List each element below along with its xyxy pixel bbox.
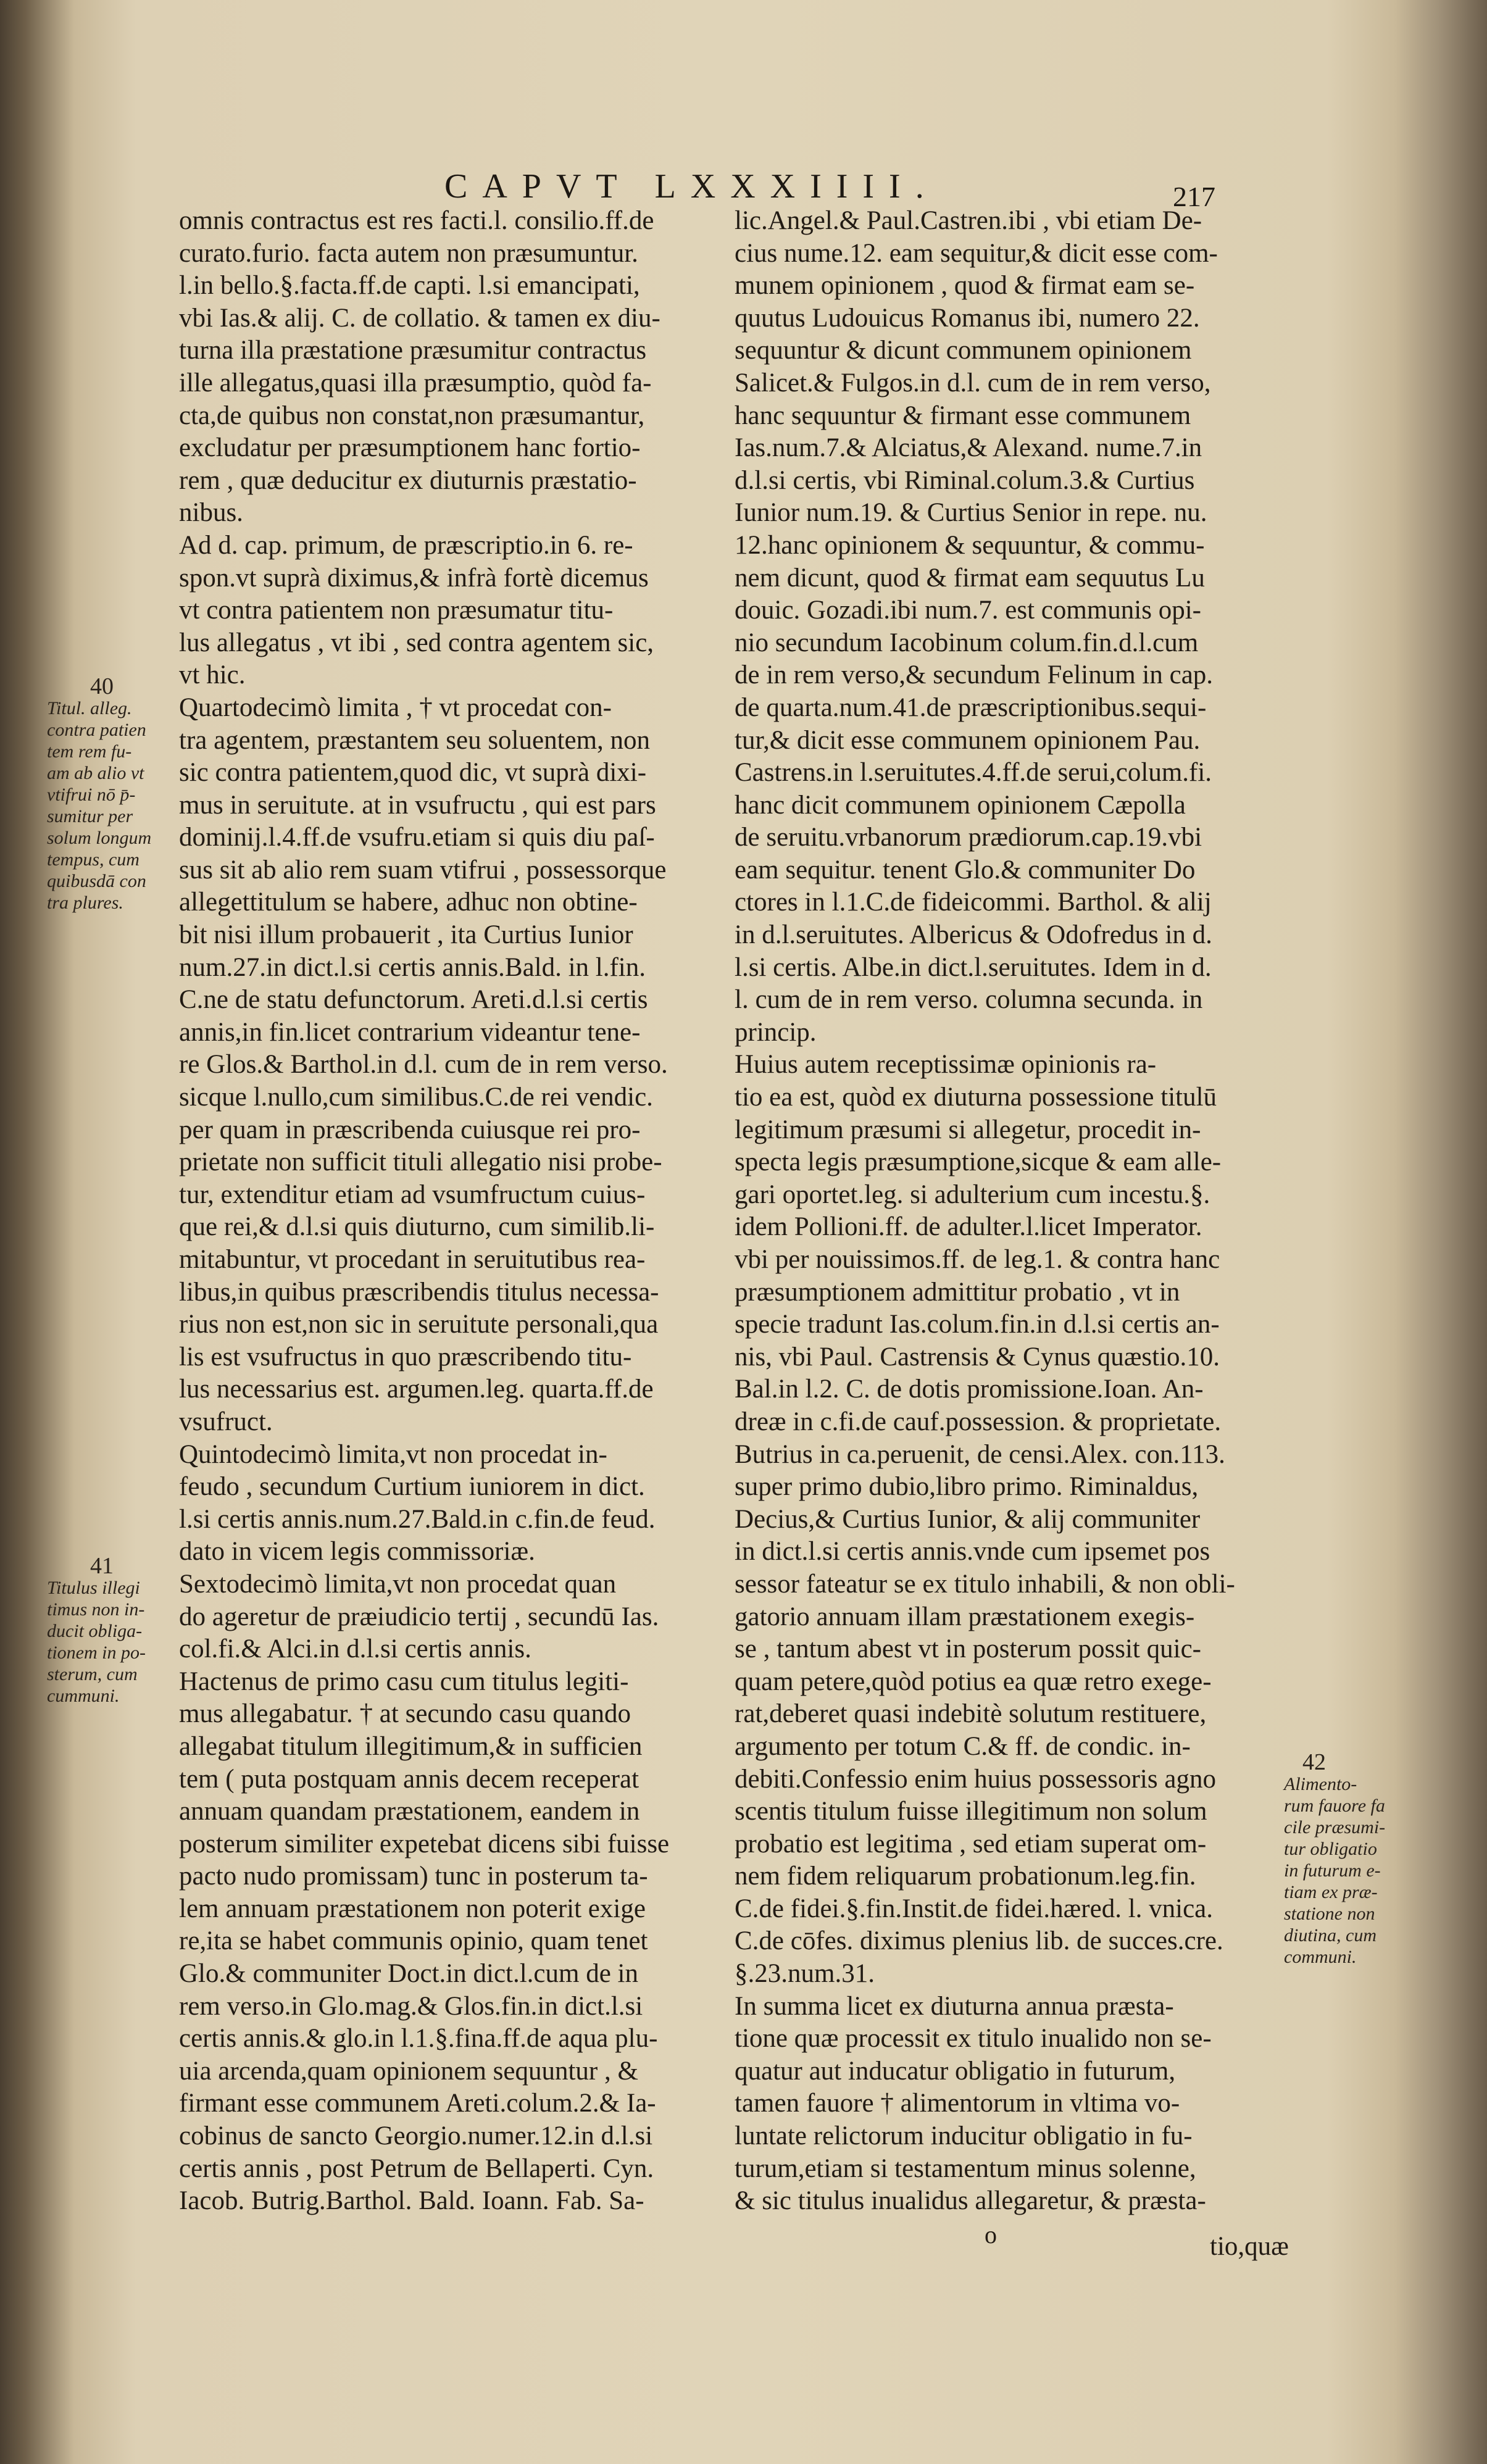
text-line: annis,in fin.licet contrarium videantur tene- — [179, 1017, 641, 1047]
text-line: de in rem verso,& secundum Felinum in cap. — [735, 660, 1214, 690]
text-line: sic contra patientem,quod dic, vt suprà dixi- — [179, 758, 647, 788]
text-line: dato in vicem legis commissoriæ. — [179, 1537, 535, 1567]
text-line: feudo , secundum Curtium iuniorem in dict. — [179, 1472, 645, 1502]
margin-note-line: statione non — [1284, 1904, 1375, 1924]
text-line: se , tantum abest vt in posterum possit quic- — [735, 1634, 1201, 1664]
margin-note-line: tra plures. — [47, 893, 123, 913]
margin-note-line: ducit obliga- — [47, 1621, 143, 1641]
text-line: l.si certis. Albe.in dict.l.seruitutes. Idem in d. — [735, 952, 1212, 982]
text-line: vbi per nouissimos.ff. de leg.1. & contra hanc — [735, 1245, 1220, 1274]
margin-note-line: quibusdā con — [47, 871, 146, 891]
text-line: hanc dicit communem opinionem Cæpolla — [735, 790, 1186, 820]
text-line: Salicet.& Fulgos.in d.l. cum de in rem verso, — [735, 368, 1211, 397]
text-line: vsufruct. — [179, 1407, 273, 1436]
margin-note-line: diutina, cum — [1284, 1925, 1377, 1946]
text-line: quutus Ludouicus Romanus ibi, numero 22. — [735, 303, 1200, 333]
text-line: Ias.num.7.& Alciatus,& Alexand. nume.7.in — [735, 433, 1202, 463]
margin-note-42 — [1284, 1749, 1386, 1968]
text-line: præsumptionem admittitur probatio , vt in — [735, 1277, 1180, 1307]
text-line: lic.Angel.& Paul.Castren.ibi , vbi etiam De- — [735, 206, 1202, 235]
text-line: 12.hanc opinionem & sequuntur, & commu- — [735, 530, 1205, 560]
text-line: lem annuam præstationem non poterit exige — [179, 1894, 646, 1923]
margin-note-41 — [47, 1555, 146, 1707]
margin-note-line: sumitur per — [47, 806, 133, 826]
catchword: tio,quæ — [1210, 2232, 1289, 2261]
margin-note-line: tem rem fu- — [47, 741, 132, 762]
text-line: nem fidem reliquarum probationum.leg.fin. — [735, 1862, 1196, 1891]
text-line: sessor fateatur se ex titulo inhabili, & non obli- — [735, 1569, 1235, 1599]
text-line: super primo dubio,libro primo. Riminaldus, — [735, 1472, 1199, 1502]
text-line: lus allegatus , vt ibi , sed contra agentem sic, — [179, 628, 654, 657]
text-line: C.de cōfes. diximus plenius lib. de succes.cre. — [735, 1926, 1223, 1956]
margin-note-line: communi. — [1284, 1947, 1357, 1967]
text-line: l.in bello.§.facta.ff.de capti. l.si emancipati, — [179, 271, 640, 301]
margin-note-line: am ab alio vt — [47, 763, 144, 783]
text-line: tur,& dicit esse communem opinionem Pau. — [735, 725, 1201, 755]
text-line: re Glos.& Barthol.in d.l. cum de in rem verso. — [179, 1050, 668, 1080]
margin-note-line: tur obligatio — [1284, 1839, 1377, 1859]
margin-note-line: Titulus illegi — [47, 1578, 140, 1598]
text-line: probatio est legitima , sed etiam superat om- — [735, 1829, 1207, 1858]
text-line: libus,in quibus præscribendis titulus necessa- — [179, 1277, 659, 1307]
margin-note-line: cile præsumi- — [1284, 1817, 1386, 1838]
margin-note-line: tionem in po- — [47, 1642, 146, 1663]
text-line: nio secundum Iacobinum colum.fin.d.l.cum — [735, 628, 1199, 657]
text-line: nem dicunt, quod & firmat eam sequutus Lu — [735, 563, 1205, 593]
text-line: scentis titulum fuisse illegitimum non solum — [735, 1797, 1207, 1826]
text-line: debiti.Confessio enim huius possessoris agno — [735, 1764, 1216, 1794]
text-line: §.23.num.31. — [735, 1959, 875, 1989]
text-line: luntate relictorum inducitur obligatio in fu- — [735, 2121, 1193, 2151]
text-line: dreæ in c.fi.de cauf.possession. & proprietate. — [735, 1407, 1222, 1436]
text-line: Sextodecimò limita,vt non procedat quan — [179, 1569, 617, 1599]
margin-note-number: 40 — [90, 673, 114, 699]
text-line: cta,de quibus non constat,non præsumantur, — [179, 401, 645, 430]
text-line: allegabat titulum illegitimum,& in sufficien — [179, 1731, 643, 1761]
text-line: sicque l.nullo,cum similibus.C.de rei vendic. — [179, 1083, 653, 1112]
margin-note-line: timus non in- — [47, 1599, 145, 1620]
text-line: hanc sequuntur & firmant esse communem — [735, 401, 1191, 430]
text-line: vbi Ias.& alij. C. de collatio. & tamen ex diu- — [179, 303, 660, 333]
text-line: legitimum præsumi si allegetur, procedit in- — [735, 1115, 1201, 1144]
text-line: gatorio annuam illam præstationem exegis- — [735, 1602, 1195, 1631]
text-line: num.27.in dict.l.si certis annis.Bald. in l.fin. — [179, 952, 646, 982]
margin-note-line: tiam ex præ- — [1284, 1882, 1378, 1902]
text-line: curato.furio. facta autem non præsumuntur. — [179, 238, 638, 268]
text-line: excludatur per præsumptionem hanc fortio- — [179, 433, 641, 463]
text-line: douic. Gozadi.ibi num.7. est communis opi- — [735, 596, 1201, 625]
text-line: vt hic. — [179, 660, 246, 690]
margin-note-line: tempus, cum — [47, 849, 140, 870]
text-line: sus sit ab alio rem suam vtifrui , possessorque — [179, 855, 667, 884]
signature-mark: o — [985, 2221, 997, 2249]
margin-note-line: cummuni. — [47, 1686, 120, 1706]
margin-note-number: 42 — [1302, 1749, 1326, 1775]
text-line: Quintodecimò limita,vt non procedat in- — [179, 1439, 607, 1469]
text-line: rius non est,non sic in seruitute personali,qua — [179, 1310, 659, 1339]
text-line: cius nume.12. eam sequitur,& dicit esse com- — [735, 238, 1218, 268]
text-line: rem verso.in Glo.mag.& Glos.fin.in dict.l.si — [179, 1991, 643, 2021]
right-text-column — [735, 205, 1278, 2218]
text-line: de seruitu.vrbanorum prædiorum.cap.19.vbi — [735, 823, 1202, 852]
text-line: Quartodecimò limita , † vt procedat con- — [179, 693, 612, 722]
text-line: uia arcenda,quam opinionem sequuntur , & — [179, 2056, 638, 2086]
text-line: argumento per totum C.& ff. de condic. in- — [735, 1731, 1191, 1761]
text-line: tra agentem, præstantem seu soluentem, non — [179, 725, 651, 755]
text-line: munem opinionem , quod & firmat eam se- — [735, 271, 1195, 301]
text-line: omnis contractus est res facti.l. consilio.ff.de — [179, 206, 654, 235]
margin-note-number: 41 — [90, 1553, 114, 1579]
margin-note-line: sterum, cum — [47, 1664, 138, 1684]
text-line: allegettitulum se habere, adhuc non obtine- — [179, 888, 638, 917]
text-line: pacto nudo promissam) tunc in posterum ta- — [179, 1862, 648, 1891]
text-line: lis est vsufructus in quo præscribendo titu- — [179, 1342, 632, 1371]
running-head: CAPVT LXXXIIII. — [444, 167, 939, 206]
text-line: annuam quandam præstationem, eandem in — [179, 1797, 640, 1826]
text-line: mus allegabatur. † at secundo casu quando — [179, 1699, 631, 1729]
text-line: rem , quæ deducitur ex diuturnis præstatio- — [179, 465, 637, 495]
text-line: re,ita se habet communis opinio, quam tenet — [179, 1926, 648, 1956]
text-line: specie tradunt Ias.colum.fin.in d.l.si certis an- — [735, 1310, 1220, 1339]
text-line: ille allegatus,quasi illa præsumptio, quòd fa- — [179, 368, 652, 397]
text-line: posterum similiter expetebat dicens sibi fuisse — [179, 1829, 670, 1858]
text-line: lus necessarius est. argumen.leg. quarta.ff.de — [179, 1375, 654, 1404]
margin-note-line: Titul. alleg. — [47, 698, 132, 718]
text-line: idem Pollioni.ff. de adulter.l.licet Imperator. — [735, 1212, 1202, 1242]
text-line: spon.vt suprà diximus,& infrà fortè dicemus — [179, 563, 649, 593]
text-line: Castrens.in l.seruitutes.4.ff.de serui,colum.fi. — [735, 758, 1212, 788]
text-line: Ad d. cap. primum, de præscriptio.in 6. re- — [179, 530, 633, 560]
page-number: 217 — [1173, 181, 1215, 212]
margin-note-line: contra patien — [47, 720, 146, 740]
text-line: rat,deberet quasi indebitè solutum restituere, — [735, 1699, 1207, 1729]
text-line: in d.l.seruitutes. Albericus & Odofredus in d. — [735, 920, 1212, 950]
text-line: Hactenus de primo casu cum titulus legiti- — [179, 1667, 629, 1696]
text-line: Iacob. Butrig.Barthol. Bald. Ioann. Fab. Sa- — [179, 2186, 644, 2216]
text-line: firmant esse communem Areti.colum.2.& Ia- — [179, 2089, 656, 2118]
text-line: Huius autem receptissimæ opinionis ra- — [735, 1050, 1157, 1080]
text-line: eam sequitur. tenent Glo.& communiter Do — [735, 855, 1196, 884]
text-line: ctores in l.1.C.de fideicommi. Barthol. & alij — [735, 888, 1212, 917]
text-line: de quarta.num.41.de præscriptionibus.sequi- — [735, 693, 1207, 722]
text-line: cobinus de sancto Georgio.numer.12.in d.l.si — [179, 2121, 653, 2151]
text-line: tione quæ processit ex titulo inualido non se- — [735, 2024, 1212, 2054]
margin-note-line: Alimento- — [1284, 1774, 1357, 1794]
text-line: gari oportet.leg. si adulterium cum incestu.§. — [735, 1180, 1210, 1209]
text-line: Bal.in l.2. C. de dotis promissione.Ioan. An- — [735, 1375, 1204, 1404]
text-line: que rei,& d.l.si quis diuturno, cum similib.li- — [179, 1212, 655, 1242]
text-line: sequuntur & dicunt communem opinionem — [735, 336, 1192, 365]
text-line: quam petere,quòd potius ea quæ retro exege- — [735, 1667, 1212, 1696]
margin-note-line: solum longum — [47, 828, 152, 848]
text-line: quatur aut inducatur obligatio in futurum, — [735, 2056, 1176, 2086]
text-line: do ageretur de præiudicio tertij , secundū Ias. — [179, 1602, 659, 1631]
text-line: Butrius in ca.peruenit, de censi.Alex. con.113. — [735, 1439, 1225, 1469]
text-line: per quam in præscribenda cuiusque rei pro- — [179, 1115, 641, 1144]
text-line: nis, vbi Paul. Castrensis & Cynus quæstio.10. — [735, 1342, 1220, 1371]
text-line: specta legis præsumptione,sicque & eam alle- — [735, 1147, 1222, 1177]
text-line: col.fi.& Alci.in d.l.si certis annis. — [179, 1634, 531, 1664]
margin-note-line: in futurum e- — [1284, 1860, 1381, 1881]
text-line: certis annis.& glo.in l.1.§.fina.ff.de aqua plu- — [179, 2024, 658, 2054]
text-line: bit nisi illum probauerit , ita Curtius Iunior — [179, 920, 633, 950]
left-text-column — [179, 205, 722, 2218]
text-line: dominij.l.4.ff.de vsufru.etiam si quis diu paſ- — [179, 823, 655, 852]
text-line: l. cum de in rem verso. columna secunda. in — [735, 985, 1203, 1015]
text-line: l.si certis annis.num.27.Bald.in c.fin.de feud. — [179, 1504, 656, 1534]
text-line: mus in seruitute. at in vsufructu , qui est pars — [179, 790, 656, 820]
text-line: & sic titulus inualidus allegaretur, & præsta- — [735, 2186, 1206, 2216]
text-line: tamen fauore † alimentorum in vltima vo- — [735, 2089, 1180, 2118]
text-line: In summa licet ex diuturna annua præsta- — [735, 1991, 1174, 2021]
text-line: Glo.& communiter Doct.in dict.l.cum de in — [179, 1959, 638, 1989]
text-line: turum,etiam si testamentum minus solenne, — [735, 2154, 1196, 2183]
text-line: princip. — [735, 1017, 817, 1047]
text-line: Iunior num.19. & Curtius Senior in repe. nu. — [735, 498, 1207, 528]
margin-note-40 — [47, 673, 152, 914]
text-line: turna illa præstatione præsumitur contractus — [179, 336, 647, 365]
text-line: in dict.l.si certis annis.vnde cum ipsemet pos — [735, 1537, 1210, 1567]
text-line: tio ea est, quòd ex diuturna possessione titulū — [735, 1083, 1217, 1112]
text-line: tur, extenditur etiam ad vsumfructum cuius- — [179, 1180, 646, 1209]
text-line: C.de fidei.§.fin.Instit.de fidei.hæred. l. vnica. — [735, 1894, 1214, 1923]
text-line: certis annis , post Petrum de Bellaperti. Cyn. — [179, 2154, 654, 2183]
text-line: mitabuntur, vt procedant in seruitutibus rea- — [179, 1245, 646, 1274]
text-line: nibus. — [179, 498, 243, 528]
margin-note-line: rum fauore fa — [1284, 1796, 1385, 1816]
text-line: Decius,& Curtius Iunior, & alij communiter — [735, 1504, 1201, 1534]
margin-note-line: vtifrui nō p̄- — [47, 785, 136, 805]
text-line: vt contra patientem non præsumatur titu- — [179, 596, 614, 625]
text-line: d.l.si certis, vbi Riminal.colum.3.& Curtius — [735, 465, 1195, 495]
text-line: C.ne de statu defunctorum. Areti.d.l.si certis — [179, 985, 648, 1015]
text-line: prietate non sufficit tituli allegatio nisi probe- — [179, 1147, 662, 1177]
text-line: tem ( puta postquam annis decem receperat — [179, 1764, 639, 1794]
